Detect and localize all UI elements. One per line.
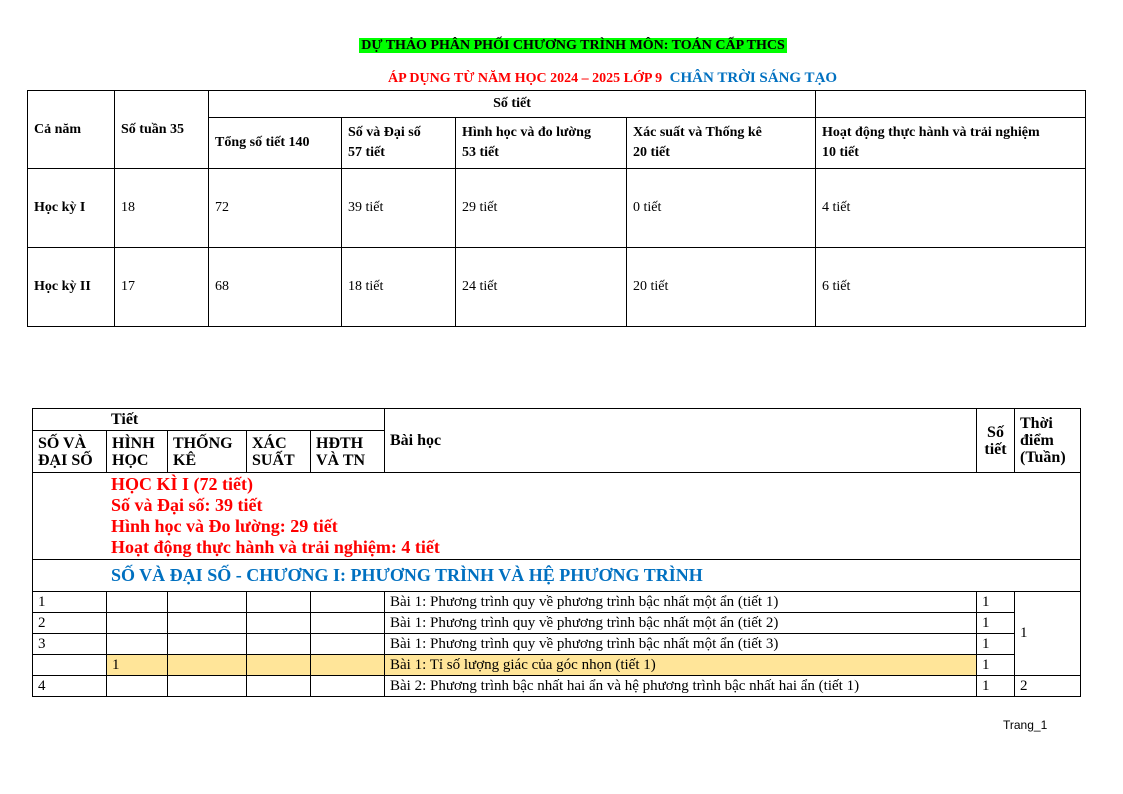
summary-table [27, 90, 1086, 327]
publisher-name: CHÂN TRỜI SÁNG TẠO [669, 70, 838, 86]
table-row: 3 Bài 1: Phương trình quy về phương trình bậc nhất một ẩn (tiết 3) 1 [33, 634, 1081, 655]
header-so-dai-so: SỐ VÀ ĐẠI SỐ [33, 431, 107, 473]
chapter-title: SỐ VÀ ĐẠI SỐ - CHƯƠNG I: PHƯƠNG TRÌNH VÀ HỆ PHƯƠNG TRÌNH [33, 560, 1081, 592]
header-hinh-hoc: Hình học và đo lường 53 tiết [456, 118, 627, 169]
header-xac-suat: XÁC SUẤT [247, 431, 311, 473]
lesson-plan-table [32, 408, 1081, 697]
header-bai-hoc: Bài học [385, 409, 977, 473]
table-row: 2 Bài 1: Phương trình quy về phương trình bậc nhất một ẩn (tiết 2) 1 [33, 613, 1081, 634]
week-cell: 2 [1015, 676, 1081, 697]
header-so-tiet: Số tiết [977, 409, 1015, 473]
document-subtitle: ÁP DỤNG TỪ NĂM HỌC 2024 – 2025 LỚP 9 CHÂN TRỜI SÁNG TẠO [388, 70, 838, 86]
header-xac-suat: Xác suất và Thống kê 20 tiết [627, 118, 816, 169]
header-tong-so-tiet: Tổng số tiết 140 [209, 118, 342, 169]
header-thoi-diem: Thời điểm (Tuần) [1015, 409, 1081, 473]
table-row: Học kỳ II 17 68 18 tiết 24 tiết 20 tiết 6 tiết [28, 248, 1086, 327]
semester-info: HỌC KÌ I (72 tiết) Số và Đại số: 39 tiết Hình học và Đo lường: 29 tiết Hoạt động thực hành và trải nghiệm: 4 tiết [33, 473, 1081, 560]
document-title: DỰ THẢO PHÂN PHỐI CHƯƠNG TRÌNH MÔN: TOÁN CẤP THCS [361, 38, 785, 53]
header-empty-cell [816, 91, 1086, 118]
header-so-tiet: Số tiết [209, 91, 816, 118]
header-hinh-hoc: HÌNH HỌC [107, 431, 168, 473]
header-hoat-dong: Hoạt động thực hành và trải nghiệm 10 tiết [816, 118, 1086, 169]
header-ca-nam: Cả năm [28, 91, 115, 169]
table-row-highlighted: 1 Bài 1: Tỉ số lượng giác của góc nhọn (tiết 1) 1 [33, 655, 1081, 676]
header-tiet: Tiết [33, 409, 385, 431]
page-number: Trang_1 [1003, 718, 1048, 732]
header-hdth: HĐTH VÀ TN [311, 431, 385, 473]
table-row: 1 Bài 1: Phương trình quy về phương trình bậc nhất một ẩn (tiết 1) 1 1 [33, 592, 1081, 613]
header-so-dai-so: Số và Đại số 57 tiết [342, 118, 456, 169]
header-thong-ke: THỐNG KÊ [168, 431, 247, 473]
week-cell: 1 [1015, 592, 1081, 676]
table-row: 4 Bài 2: Phương trình bậc nhất hai ẩn và hệ phương trình bậc nhất hai ẩn (tiết 1) 1 2 [33, 676, 1081, 697]
table-row: Học kỳ I 18 72 39 tiết 29 tiết 0 tiết 4 tiết [28, 169, 1086, 248]
header-so-tuan: Số tuần 35 [115, 91, 209, 169]
